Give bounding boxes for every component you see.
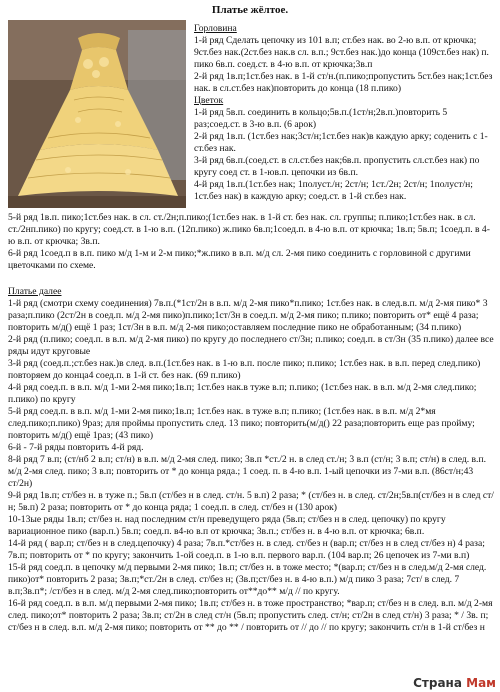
section-heading-dress: Платье далее xyxy=(8,286,62,297)
neckline-row-2: 2-й ряд 1в.п;1ст.без нак. в 1-й ст/н.(п.пико;пропустить 5ст.без нак;1ст.без нак. в сл.ст.без нак)повторить до конца (18 п.пико) xyxy=(194,71,493,94)
section-heading-flower: Цветок xyxy=(194,95,224,106)
dress-section xyxy=(8,286,494,634)
flower-row-4: 4-й ряд 1в.п.(1ст.без нак; 1полуст./н; 2ст/н; 1ст./2н; 2ст/н; 1полуст/н; 1ст.без нак) в каждую арку; соед.ст. в 1-й ст.без нак. xyxy=(194,179,473,202)
dress-row-14: 14-й ряд ( вар.п; ст/без н в след.цепочку) 4 раза; 7в.п.*ст/без н. в след. ст/без н (вар.п; ст/без н в след ст/без н) 4 раза; 7в.п; повторить от * по кругу; закончить 1-ой соед.п. в 1-ю в.п. первого вар.п. (104 вар.п; 26 цепочек из 7-ми в.п) xyxy=(8,538,485,561)
dress-row-9: 9-й ряд 1в.п; ст/без н. в туже п.; 5в.п (ст/без н в след. ст/н. 5 в.п) 2 раза; * (ст/без н. в след. ст/2н;5в.п(ст/без н в след ст/н; 5в.п) 2 раза; повторить от * до конца ряда; 1 соед.п. в след. ст/без н (130 арок) xyxy=(8,490,494,513)
dress-photo xyxy=(8,20,186,208)
dress-row-8: 8-й ряд 7 в.п; (ст/нб 2 в.п; ст/н) в в.п. м/д 2-мя след. пико; 3в.п *ст./2 н. в след ст./н; 3 в.п (ст/н; 3 в.п; ст/н) в след. в.п. м/д 2-мя след. пико; 3 в.п; повторить от * до конца ряда.; 1 соед. п. в 4-ю в.п. 1-ый цепочки из 7-ми в.п. (86ст/н;43 ст/2н) xyxy=(8,454,486,489)
watermark-main: Страна xyxy=(413,676,462,690)
neckline-row-1: 1-й ряд Сделать цепочку из 101 в.п; ст.без нак. во 2-ю в.п. от крючка; 9ст.без нак.(2ст.без нак.в сл. в.п.; 9ст.без нак.)до конца (109ст.без нак) п. пико 6в.п. соед.ст. в 4-ю в.п. от крючка;3в.п xyxy=(194,35,489,70)
dress-row-15: 15-й ряд соед.п. в цепочку м/д первыми 2-мя пико; 1в.п; ст/без н. в тоже место; *(вар.п; ст/без н в след.м/д 2-мя след. пико)от* повторить 2 раза; 3в.п;*ст./2н в след. ст/без н; (3в.п;ст/без н. в 4-ю в.п.) м/д пико 3 раза; 7ст/ в след. 7 в.п;3в.п*; /ст/без н в след. м/д 2-мя след.пико;повторить от**до** м/д // по кругу. xyxy=(8,562,487,597)
site-watermark xyxy=(413,676,496,690)
dress-row-4: 4-й ряд соед.п. в в.п. м/д 1-ми 2-мя пико;1в.п; 1ст.без нак.в туже в.п; п.пико; (1ст.без нак. в в.п. м/д 2-мя след.пико; п.пико) по кругу xyxy=(8,382,477,405)
dress-row-16: 16-й ряд соед.п. в в.п. м/д первыми 2-мя пико; 1в.п; ст/без н. в тоже пространство; *вар.п; ст/без н в след. в.п. м/д 2-мя след. пико;от* повторить 2 раза; 3в.п; ст/2н в след ст/н (5в.п; пропустить след. ст/н; ст/2н в след ст/н) 3 раза; * / 3в. п; ст/без н в след. в.п. м/д 2-мя пико; повторить от ** до ** / повторить от // до // по кругу; закончить ст/н в 1-й ст/без н xyxy=(8,598,493,633)
flower-rows-continued xyxy=(8,212,494,272)
flower-row-3: 3-й ряд 6в.п.(соед.ст. в сл.ст.без нак;6в.п. пропустить сл.ст.без нак) по кругу соед ст. в 1-юв.п. цепочки из 6в.п. xyxy=(194,155,480,178)
flower-row-1: 1-й ряд 5в.п. соединить в кольцо;5в.п.(1ст/н;2в.п.)повторить 5 раз;соед.ст. в 3-ю в.п. (6 арок) xyxy=(194,107,448,130)
watermark-accent: Мам xyxy=(466,676,496,690)
dress-row-1: 1-й ряд (смотри схему соединения) 7в.п.(*1ст/2н в в.п. м/д 2-мя пико*п.пико; 1ст.без нак. в след.в.п. м/д 2-мя пико* 3 раза;п.пико (2ст/2н в соед.п. м/д 2-мя пико)п.пико;1ст/3н в соед.п. м/д 2-мя пико; п.пико; повторить от* ещё 4 раза; повторить м/д() ещё 1 раз; 1ст/3н в в.п. м/д 2-мя пико;оставляем последние пико не обработанным; (34 п.пико) xyxy=(8,298,488,333)
flower-row-2: 2-й ряд 1в.п. (1ст.без нак;3ст/н;1ст.без нак)в каждую арку; соденить с 1-ст.без нак. xyxy=(194,131,488,154)
yellow-crochet-dress-image xyxy=(8,20,186,208)
dress-row-6-7: 6-й - 7-й ряды повторить 4-й ряд. xyxy=(8,442,144,453)
flower-row-5: 5-й ряд 1в.п. пико;1ст.без нак. в сл. ст./2н;п.пико;(1ст.без нак. в 1-й ст. без нак. сл. группы; п.пико;1ст.без нак. в сл. ст./2нп.пико) по кругу; соед.ст. в 1-ю в.п. (12п.пико) ж.пико 6в.п;1соед.п. в 4-ю в.п. от крючка; 1в.п; 5в.п; 1соед.п. в 4-ю в.п. от крючка; 3в.п. xyxy=(8,212,490,247)
dress-row-10-13: 10-13ые ряды 1в.п; ст/без н. над последним ст/н преведущего ряда (5в.п; ст/без н в след. цепочку) по кругу вариационное пико (вар.п.) 5в.п; соед.п. в4-ю в.п от крючка; 3в.п.; ст/без н. в 4-ю в.п. от крючка; 6в.п. xyxy=(8,514,446,537)
dress-row-2: 2-й ряд (п.пико; соед.п. в в.п. м/д 2-мя пико) по кругу до последнего ст/3н; п.пико; соед.п. в ст/3н (35 п.пико) далее все ряды идут круговые xyxy=(8,334,494,357)
flower-row-6: 6-й ряд 1соед.п в в.п. пико м/д 1-м и 2-м пико;*ж.пико в в.п. м/д сл. 2-мя пико соединить с горловиной с другими цветочками по схеме. xyxy=(8,248,471,271)
section-heading-neckline: Горловина xyxy=(194,23,237,34)
dress-row-5: 5-й ряд соед.п. в в.п. м/д 1-ми 2-мя пико;1в.п; 1ст.без нак. в туже в.п; п.пико; (1ст.без нак. в в.п. м/д 2*мя след.пико;п.пико) 9раз; для проймы пропустить след. 13 пико; повторить(м/д() 22 раза;повторить еще раз пройму; повторить м/д() ещё 1раз; (43 пико) xyxy=(8,406,475,441)
right-column xyxy=(194,23,494,203)
dress-row-3: 3-й ряд (соед.п.;ст.без нак.)в след. в.п.(1ст.без нак. в 1-ю в.п. после пико; п.пико; 1ст.без нак. в в.п. перед след.пико) повторяем до конца4 соед.п. в 1-й ст. без нак. (69 п.пико) xyxy=(8,358,481,381)
page-title: Платье жёлтое. xyxy=(211,4,289,16)
